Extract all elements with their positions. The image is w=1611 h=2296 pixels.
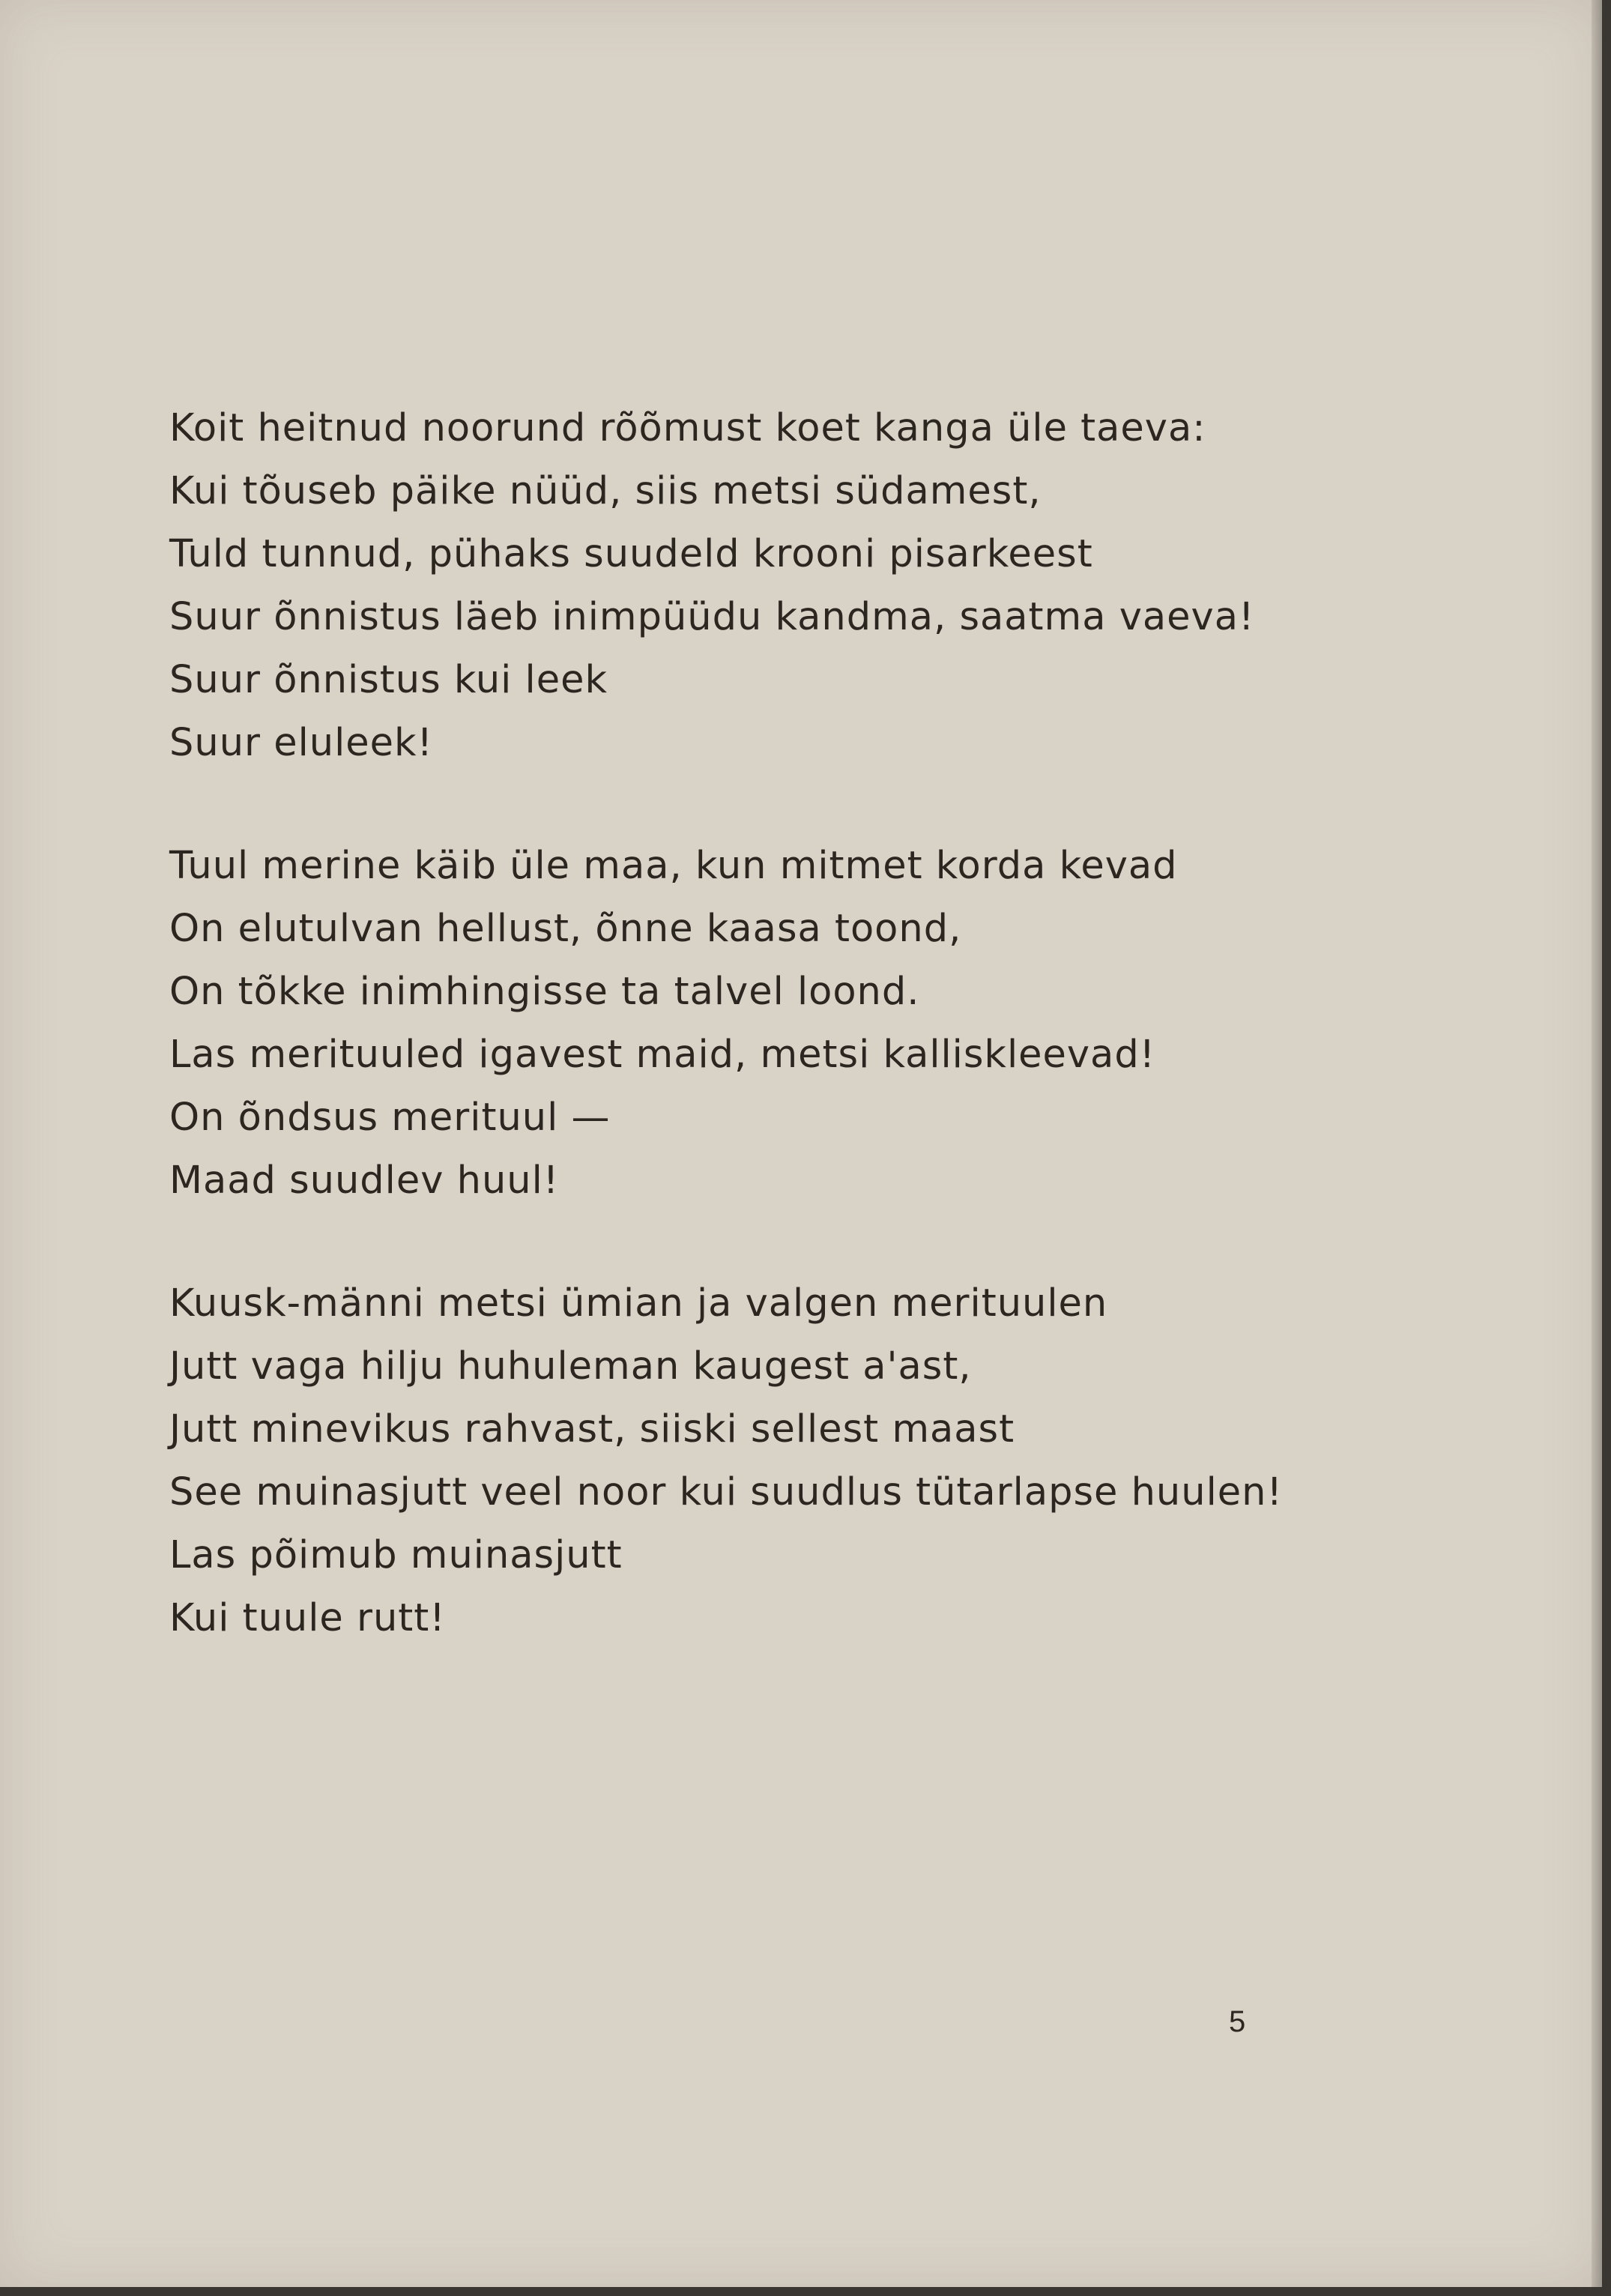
poem-line: Kuusk-männi metsi ümian ja valgen merituulen [169,1281,1108,1326]
poem-line: Tuld tunnud, pühaks suudeld krooni pisarkeest [169,532,1093,576]
poem-line: Suur õnnistus kui leek [169,658,608,702]
poem-line: Suur eluleek! [169,721,433,765]
poem-line: Maad suudlev huul! [169,1158,560,1203]
poem [169,397,1488,1710]
poem-line: Jutt vaga hilju huhuleman kaugest a'ast, [169,1344,972,1389]
stanza-1 [169,397,1488,775]
poem-line: Koit heitnud noorund rõõmust koet kanga üle taeva: [169,406,1206,450]
poem-line: Las merituuled igavest maid, metsi kalliskleevad! [169,1033,1156,1077]
poem-line: On elutulvan hellust, õnne kaasa toond, [169,907,962,951]
poem-line: Suur õnnistus läeb inimpüüdu kandma, saatma vaeva! [169,595,1255,639]
page-number: 5 [1229,2005,1246,2038]
poem-line: Jutt minevikus rahvast, siiski sellest maast [169,1407,1015,1451]
stanza-3 [169,1272,1488,1650]
poem-line: Tuul merine käib üle maa, kun mitmet korda kevad [169,844,1178,888]
poem-line: On tõkke inimhingisse ta talvel loond. [169,970,920,1014]
poem-line: Las põimub muinasjutt [169,1533,623,1577]
poem-line: Kui tuule rutt! [169,1596,446,1640]
poem-line: Kui tõuseb päike nüüd, siis metsi südamest, [169,469,1042,513]
stanza-2 [169,835,1488,1212]
poem-line: On õndsus merituul — [169,1096,611,1140]
poem-line: See muinasjutt veel noor kui suudlus tütarlapse huulen! [169,1470,1283,1514]
